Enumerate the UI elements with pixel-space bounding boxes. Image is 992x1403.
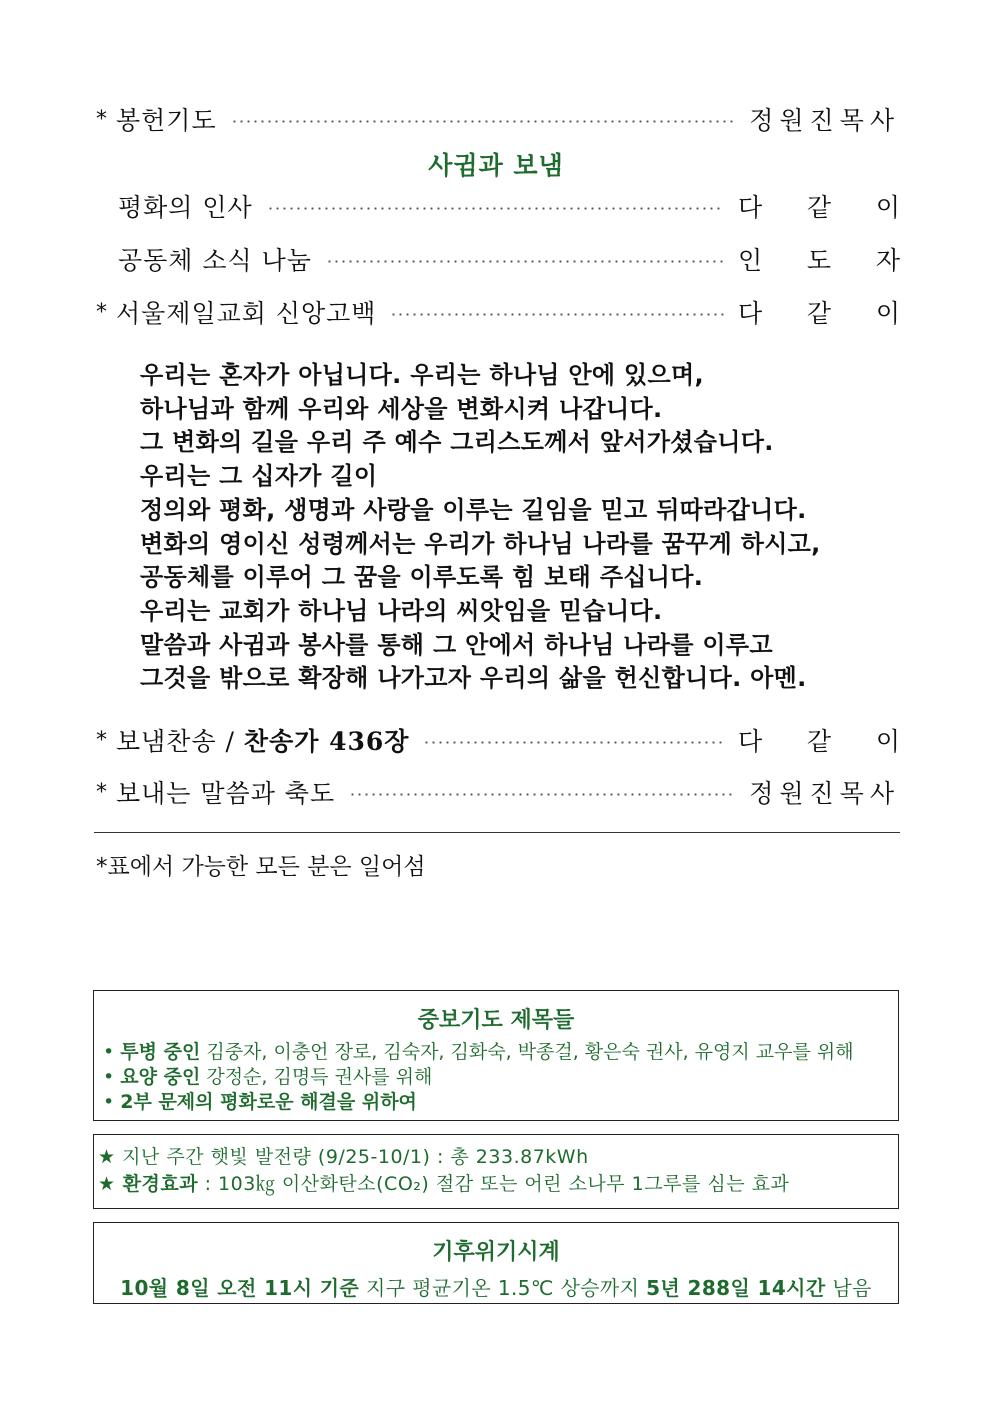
leader-char: 자 (875, 246, 900, 275)
standing-mark: * (96, 727, 107, 753)
creed-text (140, 359, 821, 696)
time-remaining: 5년 288일 14시간 (646, 1276, 826, 1300)
box-title: 기후위기시계 (432, 1240, 560, 1265)
item-leader: 정원진목사 (749, 106, 900, 135)
item-text: 김중자, 이충언 장로, 김숙자, 김화숙, 박종걸, 황은숙 권사, 유영지 교우를 위해 (200, 1041, 854, 1063)
leader-dots (390, 313, 724, 316)
item-leader: 정원진목사 (749, 779, 900, 808)
standing-mark: * (96, 299, 107, 325)
leader-char: 이 (875, 727, 900, 756)
leader-char: 같 (806, 193, 832, 222)
creed-line: 하나님과 함께 우리와 세상을 변화시켜 나갑니다. (140, 394, 663, 423)
leader-char: 같 (806, 727, 832, 756)
leader-dots (423, 741, 724, 744)
creed-line: 우리는 그 십자가 길이 (140, 462, 378, 491)
leader-char: 인 (738, 246, 763, 275)
item-leader (738, 241, 900, 277)
creed-line: 공동체를 이루어 그 꿈을 이루도록 힘 보태 주십니다. (140, 563, 704, 592)
box-title: 중보기도 제목들 (417, 1008, 575, 1033)
order-offertory-prayer (96, 102, 900, 136)
leader-char: 같 (806, 299, 832, 328)
creed-line: 정의와 평화, 생명과 사랑을 이루는 길임을 믿고 뒤따라갑니다. (140, 495, 807, 524)
clock-timestamp: 10월 8일 오전 11시 기준 (120, 1276, 360, 1300)
leader-char: 다 (738, 727, 763, 756)
prayer-requests-box (93, 990, 899, 1121)
item-leader (738, 294, 900, 330)
creed-line: 그것을 밖으로 확장해 나가고자 우리의 삶을 헌신합니다. 아멘. (140, 664, 807, 693)
creed-line: 그 변화의 길을 우리 주 예수 그리스도께서 앞서가셨습니다. (140, 428, 774, 457)
clock-suffix: 남음 (825, 1276, 872, 1300)
prayer-item (94, 1040, 898, 1065)
leader-char: 다 (738, 299, 763, 328)
order-peace-greeting (118, 189, 900, 223)
bullet: • (103, 1091, 115, 1113)
leader-char: 이 (875, 193, 900, 222)
item-leader (738, 722, 900, 758)
creed-line: 우리는 교회가 하나님 나라의 씨앗임을 믿습니다. (140, 596, 663, 625)
leader-dots (267, 207, 724, 210)
creed-line: 변화의 영이신 성령께서는 우리가 하나님 나라를 꿈꾸게 하시고, (140, 529, 821, 558)
effect-heading: ★ 환경효과 (98, 1173, 199, 1195)
leader-char: 이 (875, 299, 900, 328)
clock-text: 지구 평균기온 1.5℃ 상승까지 (359, 1276, 647, 1300)
order-creed (96, 295, 900, 329)
leader-dots (231, 120, 736, 123)
climate-clock-box (93, 1222, 899, 1304)
leader-char: 다 (738, 193, 763, 222)
prayer-item (94, 1090, 898, 1115)
hymn-label: 보냄찬송 / (116, 727, 244, 756)
divider (94, 832, 900, 833)
order-sending-hymn (96, 723, 900, 757)
item-label: 서울제일교회 신앙고백 (116, 299, 377, 328)
item-label: 공동체 소식 나눔 (118, 246, 312, 275)
item-heading: 투병 중인 (120, 1041, 201, 1063)
prayer-item (94, 1065, 898, 1090)
solar-output-line: ★ 지난 주간 햇빛 발전량 (9/25-10/1) : 총 233.87kWh (98, 1146, 589, 1168)
leader-dots (326, 260, 724, 263)
leader-dots (349, 793, 735, 796)
standing-mark: * (96, 106, 107, 132)
item-label: 보내는 말씀과 축도 (116, 779, 336, 808)
bullet: • (103, 1066, 115, 1088)
leader-char: 도 (806, 246, 832, 275)
environment-effect-line (98, 1171, 898, 1198)
item-heading: 요양 중인 (120, 1066, 201, 1088)
order-community-news (118, 242, 900, 276)
standing-mark: * (96, 779, 107, 805)
item-label (116, 722, 409, 758)
item-leader (738, 188, 900, 224)
creed-line: 말씀과 사귐과 봉사를 통해 그 안에서 하나님 나라를 이루고 (140, 630, 773, 659)
effect-text: : 103㎏ 이산화탄소(CO₂) 절감 또는 어린 소나무 1그루를 심는 효과 (198, 1173, 790, 1195)
creed-line: 우리는 혼자가 아닙니다. 우리는 하나님 안에 있으며, (140, 361, 704, 389)
standing-note: *표에서 가능한 모든 분은 일어섬 (96, 854, 426, 880)
bullet: • (103, 1041, 115, 1063)
item-label: 봉헌기도 (116, 106, 217, 135)
item-heading: 2부 문제의 평화로운 해결을 위하여 (120, 1091, 417, 1113)
order-benediction (96, 775, 900, 809)
climate-clock-text (94, 1272, 898, 1301)
hymn-number: 찬송가 436장 (243, 727, 410, 756)
section-title: 사귐과 보냄 (428, 151, 564, 180)
solar-power-box (93, 1134, 899, 1209)
item-label: 평화의 인사 (118, 193, 253, 222)
item-text: 강정순, 김명득 권사를 위해 (200, 1066, 433, 1088)
